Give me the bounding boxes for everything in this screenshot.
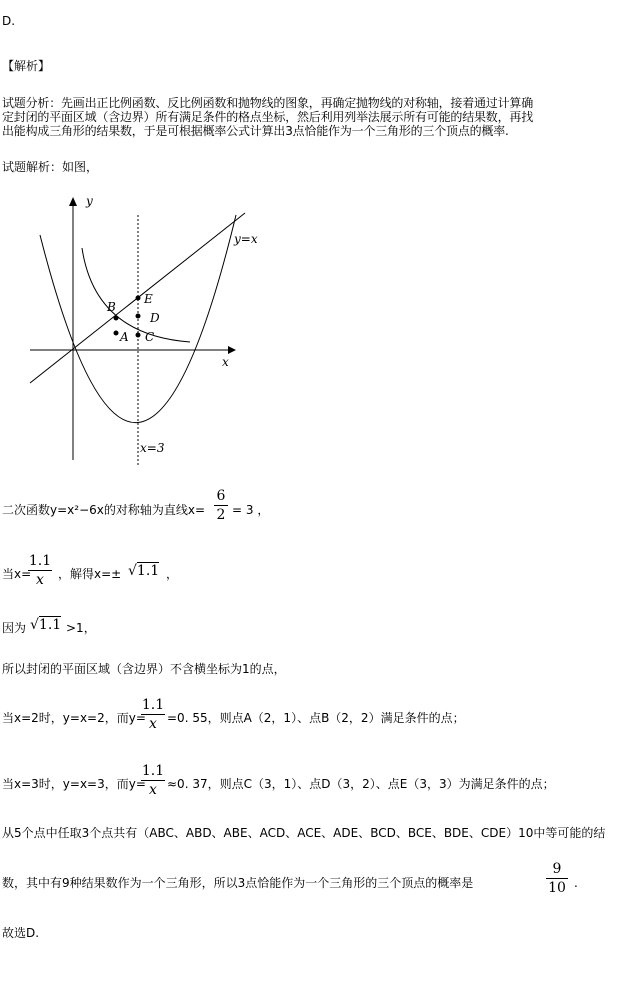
x2-case-pre: 当x=2时，y=x=2，而y= bbox=[2, 711, 146, 725]
x2-case-post: =0. 55，则点A（2，1）、点B（2，2）满足条件的点； bbox=[167, 711, 465, 725]
x3-case-post: ≈0. 37，则点C（3，1）、点D（3，2）、点E（3，3）为满足条件的点； bbox=[167, 777, 555, 791]
point-b-label: B bbox=[107, 300, 116, 314]
sqrt-1-1-compare: √1.1 bbox=[30, 617, 62, 633]
answer-prefix: D. bbox=[2, 14, 16, 28]
fraction-6-over-2: 6 2 bbox=[214, 488, 228, 523]
probability-text: 数，其中有9种结果数作为一个三角形，所以3点恰能作为一个三角形的三个顶点的概率是 bbox=[2, 876, 474, 890]
line-y-equals-x-label: y=x bbox=[234, 232, 258, 246]
sqrt-1-1: √1.1 bbox=[128, 563, 160, 579]
point-e bbox=[136, 296, 141, 301]
y-axis-label: y bbox=[86, 194, 93, 208]
symmetry-axis-result: = 3 ， bbox=[232, 503, 270, 517]
solution-intro: 试题解析：如图， bbox=[2, 160, 99, 174]
y-axis-arrow bbox=[69, 197, 77, 206]
section-title: 【解析】 bbox=[2, 59, 51, 73]
region-text: 所以封闭的平面区域（含边界）不含横坐标为1的点， bbox=[2, 662, 286, 676]
point-c-label: C bbox=[145, 330, 155, 344]
point-b bbox=[114, 316, 119, 321]
function-graph-figure bbox=[20, 188, 280, 468]
point-c bbox=[136, 333, 141, 338]
analysis-line-2: 定封闭的平面区域（含边界）所有满足条件的格点坐标，然后利用列举法展示所有可能的结果数，再找 bbox=[2, 110, 534, 124]
because-text: 因为 bbox=[2, 621, 27, 635]
conclusion: 故选D. bbox=[2, 926, 40, 940]
fraction-x3: 1.1 x bbox=[141, 763, 165, 798]
point-d-label: D bbox=[150, 311, 160, 325]
solve-post: ， bbox=[166, 567, 179, 581]
fraction-1-1-over-x: 1.1 x bbox=[28, 553, 52, 588]
fraction-x2: 1.1 x bbox=[141, 697, 165, 732]
x-axis-label: x bbox=[222, 355, 229, 369]
fraction-9-over-10: 9 10 bbox=[546, 861, 568, 896]
analysis-line-3: 出能构成三角形的结果数，于是可根据概率公式计算出3点恰能作为一个三角形的三个顶点的概率. bbox=[2, 124, 509, 138]
symmetry-axis-label: x=3 bbox=[140, 441, 165, 455]
point-a bbox=[114, 331, 119, 336]
point-e-label: E bbox=[144, 292, 153, 306]
combinations-text: 从5个点中任取3个点共有（ABC、ABD、ABE、ACD、ACE、ADE、BCD、BCE、BDE、CDE）10中等可能的结 bbox=[2, 826, 606, 840]
compare-text: >1， bbox=[66, 621, 96, 635]
solve-mid: ，解得x=± bbox=[58, 567, 122, 581]
hyperbola bbox=[82, 248, 190, 342]
x-axis-arrow bbox=[228, 346, 236, 354]
point-d bbox=[136, 314, 141, 319]
probability-end: . bbox=[574, 876, 578, 890]
x3-case-pre: 当x=3时，y=x=3，而y= bbox=[2, 777, 146, 791]
point-a-label: A bbox=[120, 330, 129, 344]
solve-intro: 当x= bbox=[2, 567, 32, 581]
analysis-line-1: 试题分析：先画出正比例函数、反比例函数和抛物线的图象，再确定抛物线的对称轴，接着通过计算确 bbox=[2, 96, 534, 110]
symmetry-axis-text: 二次函数y=x²−6x的对称轴为直线x= bbox=[2, 503, 206, 517]
